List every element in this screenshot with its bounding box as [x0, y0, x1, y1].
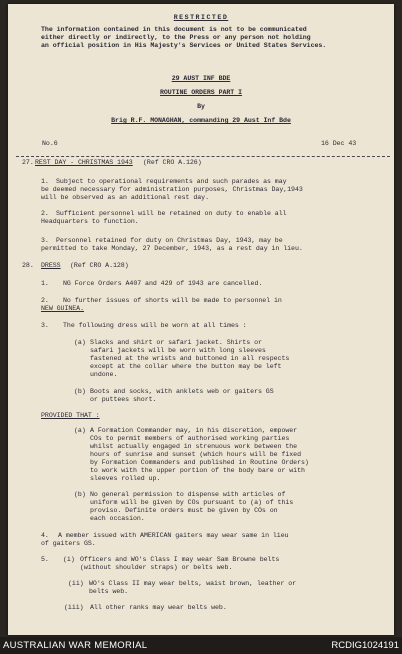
para-number: 2.	[41, 297, 49, 304]
para-line: undone.	[90, 371, 118, 378]
proviso-heading: PROVIDED THAT :	[41, 412, 100, 419]
subpara-label: (iii)	[64, 604, 84, 611]
para-line: by Formation Commanders and published in Routine Orders)	[90, 459, 309, 466]
para-line: The following dress will be worn at all times :	[63, 322, 247, 329]
para-line: or puttees short.	[90, 396, 157, 403]
unit-heading: 29 AUST INF BDE	[171, 75, 231, 82]
para-line: each occasion.	[90, 515, 145, 522]
archive-id: RCDIG1024191	[331, 640, 399, 651]
section-ref: (Ref CRO A.128)	[70, 262, 129, 269]
para-number: 5.	[41, 556, 49, 563]
para-line: Headquarters to function.	[41, 218, 139, 225]
para-number: 4.	[41, 532, 49, 539]
subpara-label: (b)	[74, 388, 86, 395]
para-line: except at the collar where the button may be left	[90, 363, 282, 370]
para-line: to work with the upper portion of the body bare or with	[90, 467, 305, 474]
para-line: whilst actually engaged in strenuous work between the	[90, 443, 298, 450]
classification-marking: RESTRICTED	[173, 14, 229, 21]
section-heading: DRESS	[41, 262, 61, 269]
para-line: No general permission to dispense with articles of	[90, 491, 286, 498]
para-number: 1.	[41, 178, 49, 185]
para-line: safari jackets will be worn with long sleeves	[90, 347, 266, 354]
para-line: A Formation Commander may, in his discretion, empower	[90, 427, 298, 434]
para-line: proviso. Definite orders must be given by COs on	[90, 507, 278, 514]
commander-line: Brig R.F. MONAGHAN, commanding 29 Aust Inf Bde	[111, 117, 291, 124]
para-line: Personnel retained for duty on Christmas Day, 1943, may be	[56, 237, 283, 244]
para-line: fastened at the wrists and buttoned in all respects	[90, 355, 290, 362]
subpara-label: (ii)	[68, 580, 84, 587]
para-line: No further issues of shorts will be made to personnel in	[63, 297, 282, 304]
para-line: COs to permit members of authorised working parties	[90, 435, 290, 442]
para-number: 3.	[41, 237, 49, 244]
para-line: NEW GUINEA.	[41, 305, 84, 312]
notice-line: an official position in His Majesty's Services or United States Services.	[41, 42, 327, 49]
para-line: NG Force Orders A407 and 429 of 1943 are cancelled.	[63, 280, 263, 287]
order-date: 16 Dec 43	[321, 140, 357, 147]
para-line: Subject to operational requirements and such parades as may	[56, 178, 287, 185]
subpara-label: (a)	[74, 427, 86, 434]
para-line: hours of sunrise and sunset (which hours will be fixed	[90, 451, 301, 458]
archive-footer	[0, 637, 402, 654]
para-line: Officers and WO's Class I may wear Sam Browne belts	[80, 556, 280, 563]
subpara-label: (b)	[74, 491, 86, 498]
section-ref: (Ref CRO A.126)	[143, 159, 202, 166]
para-line: belts web.	[89, 588, 129, 595]
section-number: 28.	[22, 262, 34, 269]
para-line: be deemed necessary for administration purposes, Christmas Day,1943	[41, 186, 303, 193]
by-line: By	[197, 103, 205, 110]
para-line: uniform will be given by COs pursuant to (a) of this	[90, 499, 294, 506]
archive-name: AUSTRALIAN WAR MEMORIAL	[3, 640, 148, 651]
notice-line: The information contained in this document is not to be communicated	[41, 26, 307, 33]
subpara-label: (a)	[74, 339, 86, 346]
para-number: 1.	[41, 280, 49, 287]
para-number: 3.	[41, 322, 49, 329]
subpara-label: (i)	[63, 556, 75, 563]
para-line: of gaiters GS.	[41, 540, 96, 547]
document-title: ROUTINE ORDERS PART I	[159, 89, 243, 96]
notice-line: either directly or indirectly, to the Press or any person not holding	[41, 34, 311, 41]
para-line: Slacks and shirt or safari jacket. Shirts or	[90, 339, 262, 346]
section-heading: REST DAY - CHRISTMAS 1943	[35, 159, 133, 166]
para-line: A member issued with AMERICAN gaiters may wear same in lieu	[58, 532, 289, 539]
para-line: WO's Class II may wear belts, waist brown, leather or	[89, 580, 297, 587]
section-number: 27.	[22, 159, 34, 166]
para-line: permitted to take Monday, 27 December, 1943, as a rest day in lieu.	[41, 245, 303, 252]
section-divider	[16, 156, 390, 157]
para-line: Sufficient personnel will be retained on duty to enable all	[56, 210, 287, 217]
para-line: All other ranks may wear belts web.	[90, 604, 227, 611]
para-line: will be observed as an additional rest day.	[41, 194, 209, 201]
para-line: Boots and socks, with anklets web or gaiters GS	[90, 388, 274, 395]
para-number: 2.	[41, 210, 49, 217]
order-number: No.6	[42, 140, 58, 147]
document-page	[8, 4, 394, 635]
para-line: (without shoulder straps) or belts web.	[80, 564, 233, 571]
para-line: sleeves rolled up.	[90, 475, 161, 482]
